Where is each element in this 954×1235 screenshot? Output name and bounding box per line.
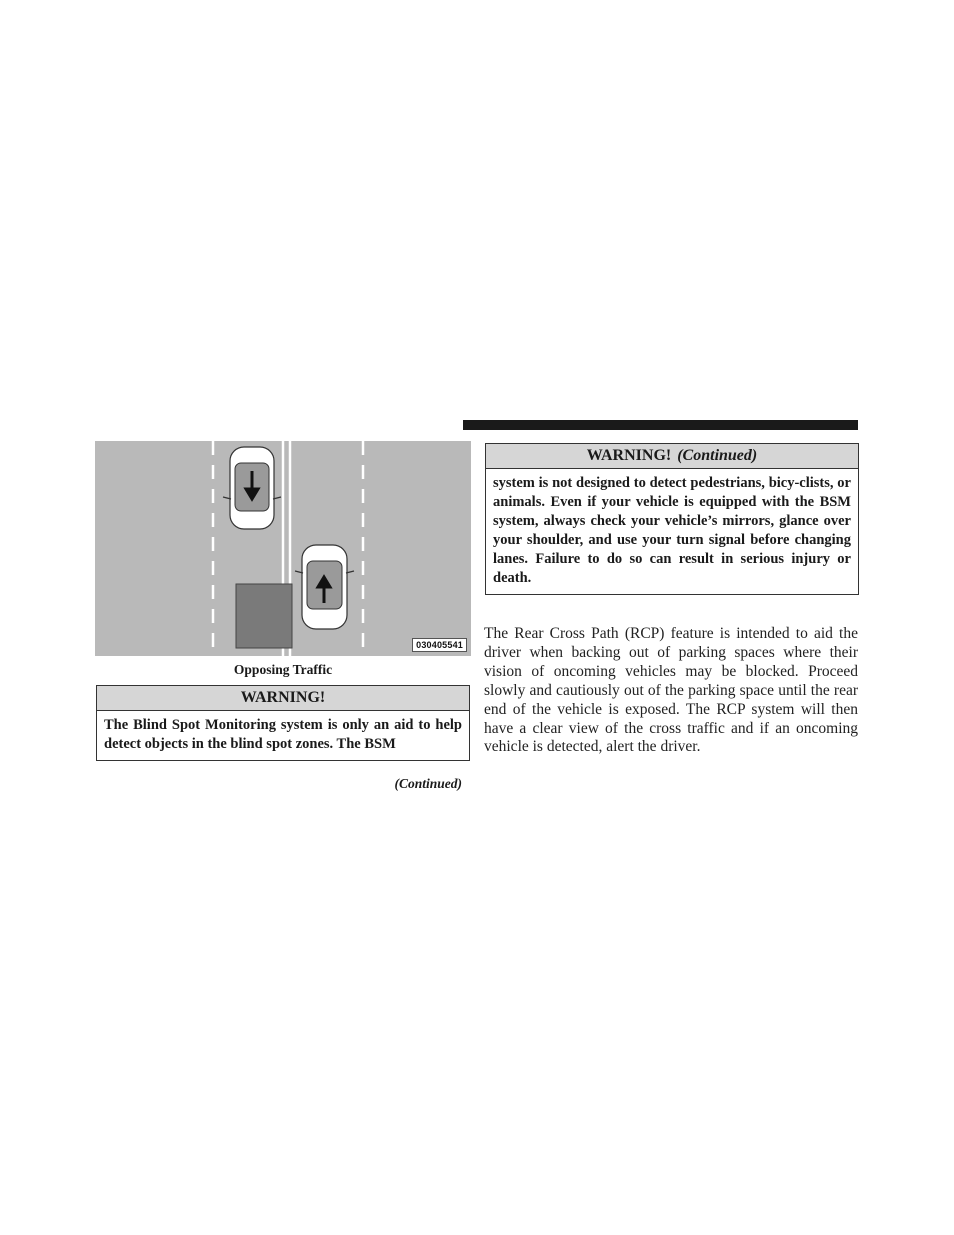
car-own xyxy=(295,545,354,629)
section-header-bar xyxy=(463,420,858,430)
warning-title-suffix: (Continued) xyxy=(677,447,758,464)
warning-box-left xyxy=(96,685,470,761)
warning-title-text: WARNING! xyxy=(586,447,672,464)
continued-note: (Continued) xyxy=(394,776,462,791)
warning-body: The Blind Spot Monitoring system is only an aid to help detect objects in the blind spot zones. The BSM xyxy=(104,717,462,752)
car-oncoming xyxy=(223,447,281,529)
figure-caption: Opposing Traffic xyxy=(233,662,333,677)
road-diagram xyxy=(95,441,471,656)
warning-box-right xyxy=(485,443,859,595)
warning-title-text: WARNING! xyxy=(240,689,326,706)
figure-id-label: 030405541 xyxy=(412,638,467,652)
warning-continued-body: system is not designed to detect pedestrians, bicy-clists, or animals. Even if your vehicle is equipped with the BSM system, always check your vehicle’s mirrors, glance over your shoulder, and use your turn signal before changing lanes. Failure to do so can result in serious injury or death. xyxy=(493,475,851,586)
warning-continued-title xyxy=(486,444,858,469)
warning-title xyxy=(97,686,469,711)
rcp-paragraph: The Rear Cross Path (RCP) feature is intended to aid the driver when backing out of parking spaces where their vision of oncoming vehicles may be blocked. Proceed slowly and cautiously out of the parking space until the rear end of the vehicle is exposed. The RCP system will then have a clear view of the cross traffic and if an oncoming vehicle is detected, alert the driver. xyxy=(484,625,858,756)
opposing-traffic-illustration xyxy=(95,441,471,656)
